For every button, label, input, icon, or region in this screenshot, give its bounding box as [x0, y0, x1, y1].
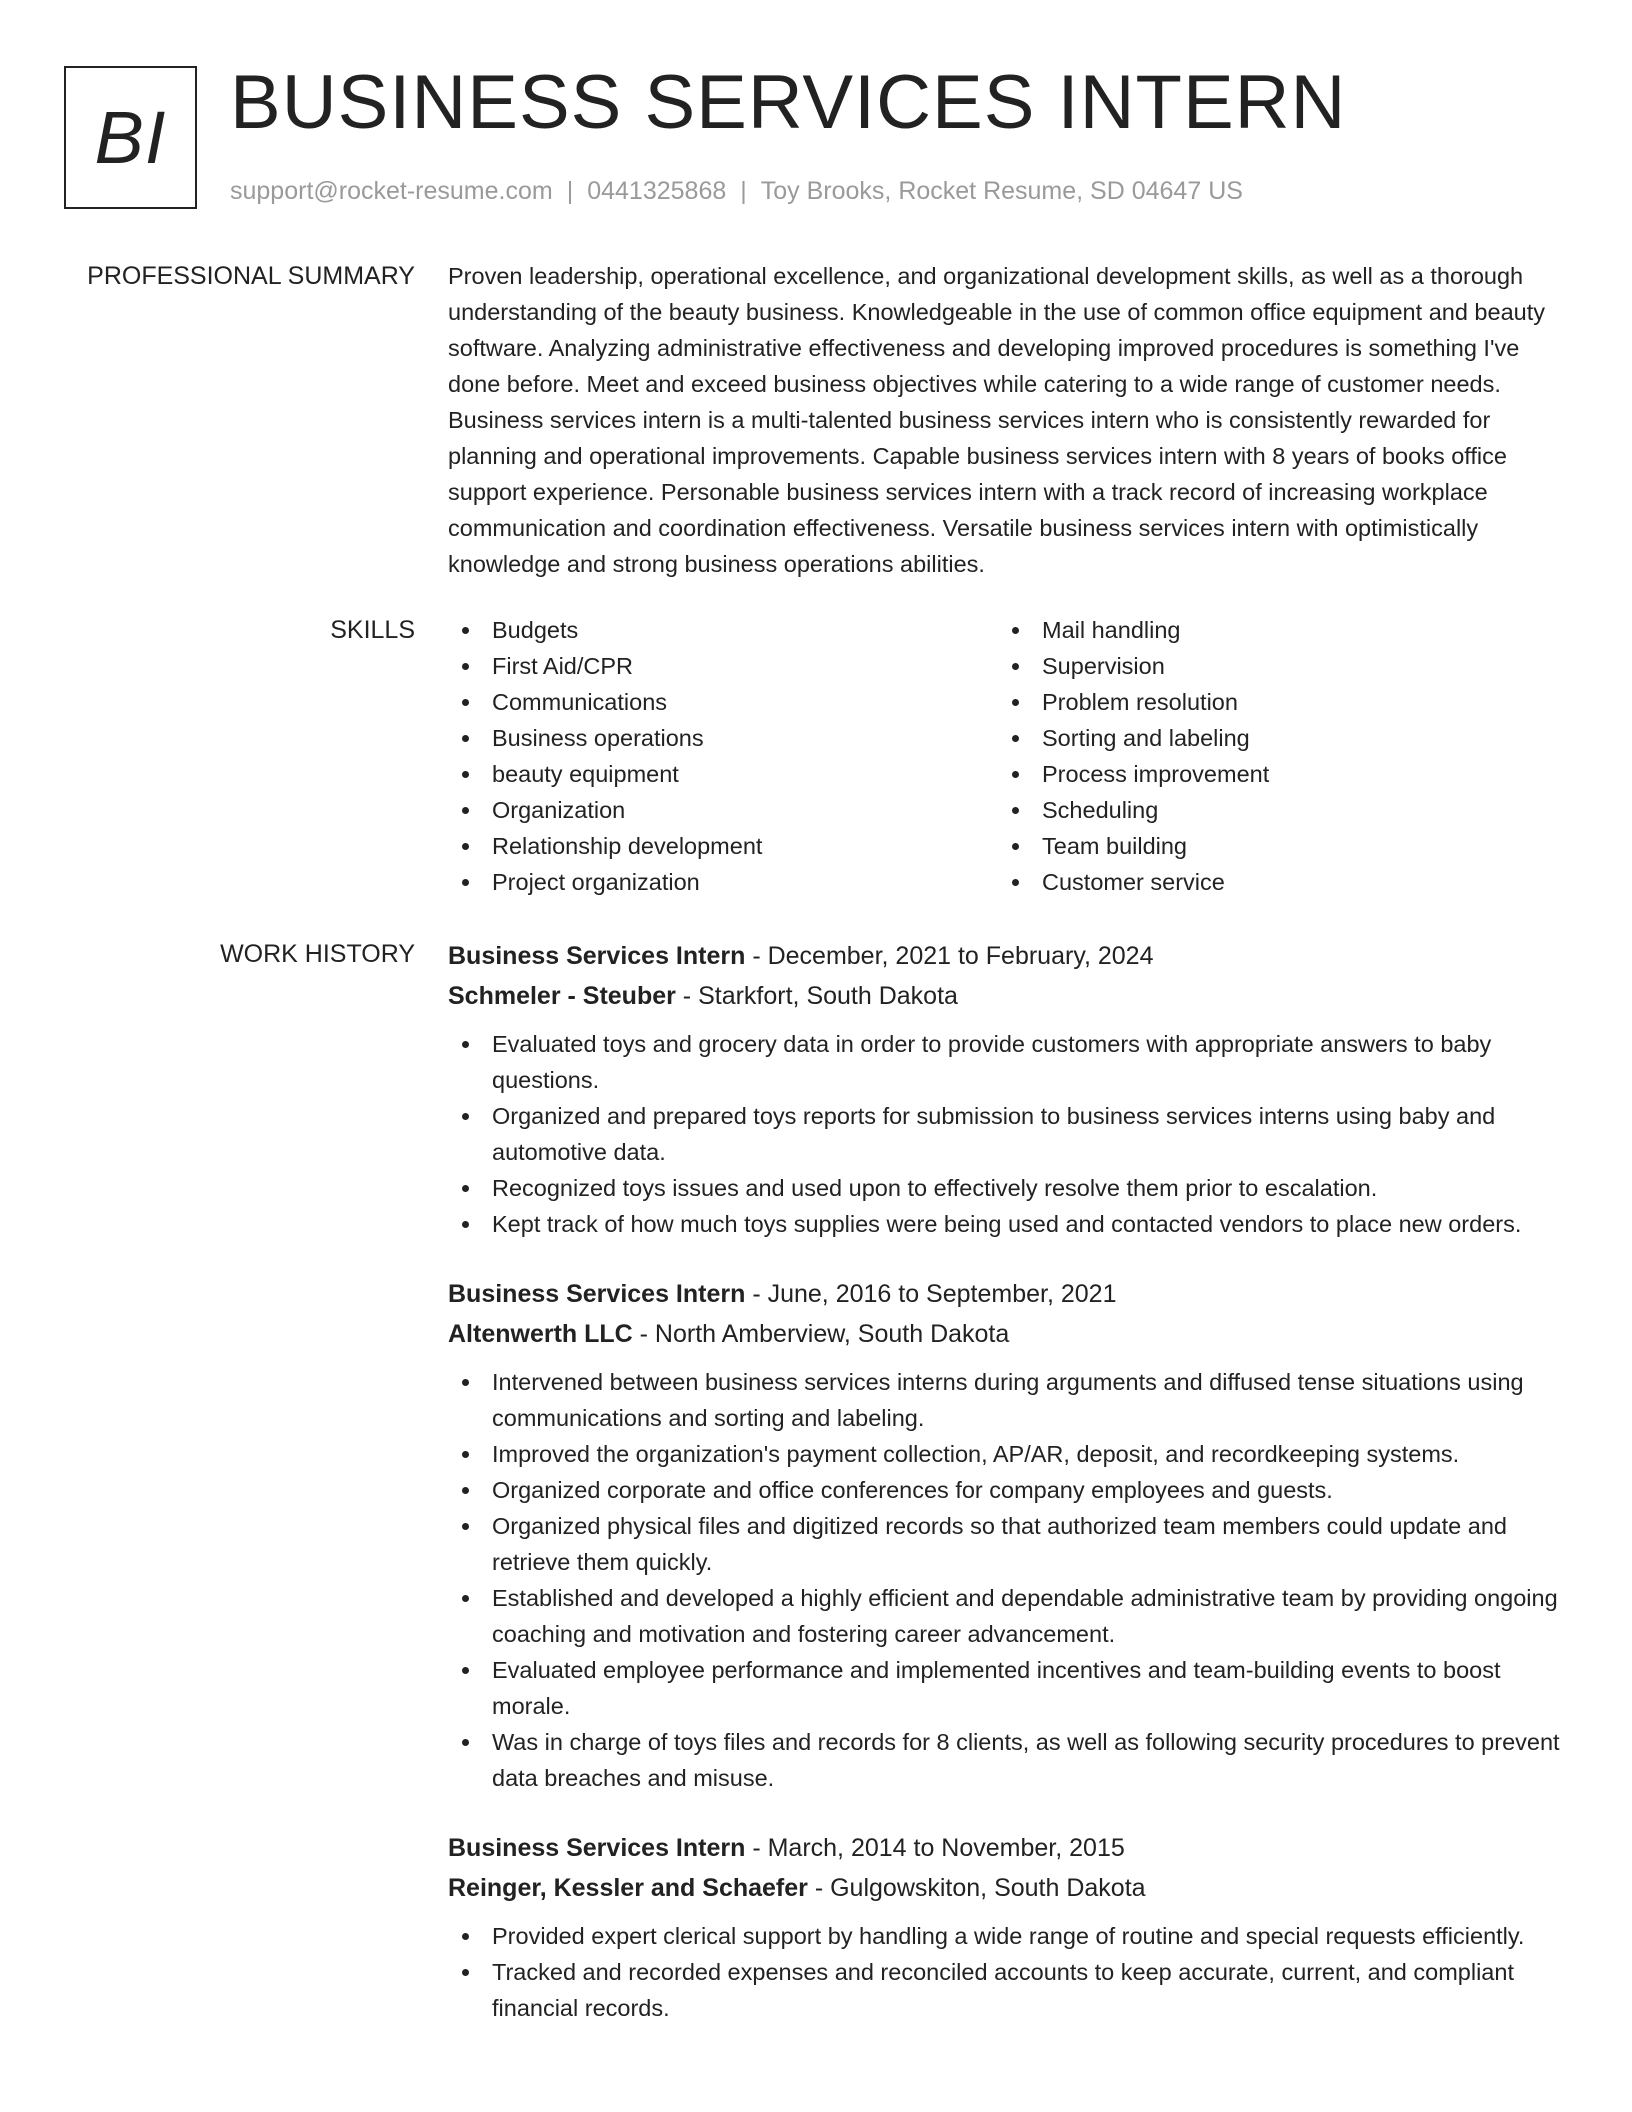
job-company-line	[448, 1868, 1570, 1908]
contact-phone[interactable]: 0441325868	[587, 177, 727, 205]
job-role: Business Services Intern	[448, 1280, 746, 1308]
job-title-line	[448, 1274, 1570, 1314]
job-bullet: Was in charge of toys files and records for 8 clients, as well as following security procedures to prevent data breaches and misuse.	[448, 1724, 1570, 1796]
contact-separator: |	[740, 177, 747, 205]
job-entry	[448, 1828, 1570, 2026]
job-location: - Gulgowskiton, South Dakota	[807, 1874, 1146, 1902]
skills-grid	[448, 612, 1570, 900]
contact-separator: |	[566, 177, 574, 205]
skill-item: Organization	[448, 792, 998, 828]
skill-item: Process improvement	[998, 756, 1548, 792]
summary-text: Proven leadership, operational excellence, and organizational development skills, as well as a thorough understanding of the beauty business. Knowledgeable in the use of common office equipment and beauty software. Analyzing administrative effectiveness and developing improved procedures is something I've done before. Meet and exceed business objectives while catering to a wide range of customer needs. Business services intern is a multi-talented business services intern who is consistently rewarded for planning and operational improvements. Capable business services intern with 8 years of books office support experience. Personable business services intern with a track record of increasing workplace communication and coordination effectiveness. Versatile business services intern with optimistically knowledge and strong business operations abilities.	[448, 263, 1545, 577]
contact-line	[230, 176, 1243, 206]
job-entry	[448, 936, 1570, 1242]
job-bullet: Kept track of how much toys supplies were being used and contacted vendors to place new orders.	[448, 1206, 1570, 1242]
work-history-body	[448, 936, 1570, 2058]
job-bullet-list	[448, 1026, 1570, 1242]
skill-item: Sorting and labeling	[998, 720, 1548, 756]
skill-item: Budgets	[448, 612, 998, 648]
job-location: - North Amberview, South Dakota	[632, 1320, 1010, 1348]
job-bullet: Organized physical files and digitized records so that authorized team members could update and retrieve them quickly.	[448, 1508, 1570, 1580]
job-title-line	[448, 936, 1570, 976]
job-company-line	[448, 976, 1570, 1016]
skills-column-left	[448, 612, 998, 900]
job-bullet: Organized corporate and office conferences for company employees and guests.	[448, 1472, 1570, 1508]
job-bullet: Recognized toys issues and used upon to effectively resolve them prior to escalation.	[448, 1170, 1570, 1206]
skill-item: Scheduling	[998, 792, 1548, 828]
job-bullet: Tracked and recorded expenses and reconciled accounts to keep accurate, current, and compliant financial records.	[448, 1954, 1570, 2026]
summary-heading: PROFESSIONAL SUMMARY	[87, 262, 415, 290]
job-bullet: Improved the organization's payment collection, AP/AR, deposit, and recordkeeping systems.	[448, 1436, 1570, 1472]
job-company: Schmeler - Steuber	[448, 982, 676, 1010]
job-bullet: Intervened between business services interns during arguments and diffused tense situations using communications and sorting and labeling.	[448, 1364, 1570, 1436]
skill-item: First Aid/CPR	[448, 648, 998, 684]
job-location: - Starkfort, South Dakota	[675, 982, 958, 1010]
skill-item: Team building	[998, 828, 1548, 864]
job-bullet: Organized and prepared toys reports for submission to business services interns using baby and automotive data.	[448, 1098, 1570, 1170]
job-role: Business Services Intern	[448, 942, 746, 970]
monogram-initials: BI	[94, 96, 167, 179]
skill-item: Customer service	[998, 864, 1548, 900]
skills-body	[448, 612, 1570, 900]
skill-item: Relationship development	[448, 828, 998, 864]
job-bullet-list	[448, 1918, 1570, 2026]
skill-item: Project organization	[448, 864, 998, 900]
job-dates: - March, 2014 to November, 2015	[745, 1834, 1125, 1862]
job-dates: - June, 2016 to September, 2021	[745, 1280, 1117, 1308]
job-bullet: Provided expert clerical support by handling a wide range of routine and special requests efficiently.	[448, 1918, 1570, 1954]
job-company-line	[448, 1314, 1570, 1354]
monogram-box	[64, 66, 197, 209]
skill-item: Supervision	[998, 648, 1548, 684]
skill-item: Mail handling	[998, 612, 1548, 648]
skill-item: beauty equipment	[448, 756, 998, 792]
skills-column-right	[998, 612, 1548, 900]
resume-name-title: BUSINESS SERVICES INTERN	[230, 60, 1347, 145]
job-title-line	[448, 1828, 1570, 1868]
skill-item: Communications	[448, 684, 998, 720]
contact-address: Toy Brooks, Rocket Resume, SD 04647 US	[760, 177, 1243, 205]
job-company: Altenwerth LLC	[448, 1320, 633, 1348]
job-bullet: Evaluated employee performance and implemented incentives and team-building events to boost morale.	[448, 1652, 1570, 1724]
skills-heading: SKILLS	[330, 616, 415, 644]
skill-item: Problem resolution	[998, 684, 1548, 720]
job-bullet: Evaluated toys and grocery data in order to provide customers with appropriate answers to baby questions.	[448, 1026, 1570, 1098]
skill-item: Business operations	[448, 720, 998, 756]
job-dates: - December, 2021 to February, 2024	[745, 942, 1154, 970]
job-bullet: Established and developed a highly efficient and dependable administrative team by providing ongoing coaching and motivation and fostering career advancement.	[448, 1580, 1570, 1652]
job-role: Business Services Intern	[448, 1834, 746, 1862]
contact-email[interactable]: support@rocket-resume.com	[230, 177, 553, 205]
job-entry	[448, 1274, 1570, 1796]
job-company: Reinger, Kessler and Schaefer	[448, 1874, 808, 1902]
work-history-heading: WORK HISTORY	[220, 940, 415, 968]
job-bullet-list	[448, 1364, 1570, 1796]
